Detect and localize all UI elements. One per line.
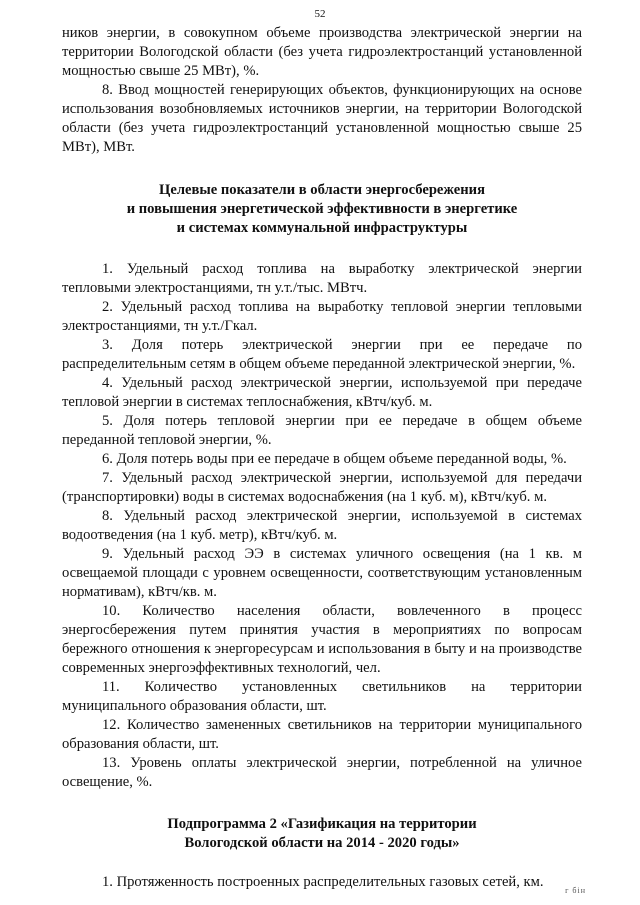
indicator-item: 2. Удельный расход топлива на выработку тепловой энергии тепловыми электростанциями, тн у.т./Гкал. — [62, 299, 582, 334]
indicator-item: 1. Удельный расход топлива на выработку электрической энергии тепловыми электростанциями, тн у.т./тыс. МВтч. — [62, 261, 582, 296]
indicator-item: 4. Удельный расход электрической энергии, используемой при передаче тепловой энергии в системах теплоснабжения, кВтч/куб. м. — [62, 375, 582, 410]
indicator-item: 3. Доля потерь электрической энергии при ее передаче по распределительным сетям в общем объеме переданной электрической энергии, %. — [62, 337, 582, 372]
indicator-item: 6. Доля потерь воды при ее передаче в общем объеме переданной воды, %. — [102, 451, 567, 467]
section2-heading-line: Вологодской области на 2014 - 2020 годы» — [184, 835, 460, 851]
document-body — [62, 24, 582, 892]
footer-mark: г бін — [565, 886, 586, 895]
indicator-item: 5. Доля потерь тепловой энергии при ее передаче в общем объеме переданной тепловой энергии, %. — [62, 413, 582, 448]
indicator-item: 13. Уровень оплаты электрической энергии, потребленной на уличное освещение, %. — [62, 755, 582, 790]
section1-heading-line: Целевые показатели в области энергосбережения — [159, 182, 485, 198]
intro-item-8: 8. Ввод мощностей генерирующих объектов, функционирующих на основе использования возобновляемых источников энергии, на территории Вологодской области (без учета гидроэлектростанций установленной мощностью свыше 25 МВт), МВт. — [62, 82, 582, 155]
indicator-item: 12. Количество замененных светильников на территории муниципального образования области, шт. — [62, 717, 582, 752]
section1-heading — [62, 181, 582, 238]
indicator-item: 7. Удельный расход электрической энергии, используемой для передачи (транспортировки) воды в системах водоснабжения (на 1 куб. м), кВтч/куб. м. — [62, 470, 582, 505]
section1-heading-line: и системах коммунальной инфраструктуры — [176, 220, 468, 236]
indicator-item: 10. Количество населения области, вовлеченного в процесс энергосбережения путем принятия участия в мероприятиях по вопросам бережного отношения к энергоресурсам и использования в быту и на производстве современных энергоэффективных технологий, чел. — [62, 603, 582, 676]
indicator-item: 11. Количество установленных светильников на территории муниципального образования области, шт. — [62, 679, 582, 714]
indicator-item: 1. Протяженность построенных распределительных газовых сетей, км. — [102, 874, 544, 890]
section2-heading-line: Подпрограмма 2 «Газификация на территории — [167, 816, 477, 832]
intro-continuation: ников энергии, в совокупном объеме производства электрической энергии на территории Вологодской области (без учета гидроэлектростанций установленной мощностью свыше 25 МВт), %. — [62, 25, 582, 79]
page-number: 52 — [314, 8, 326, 20]
indicator-item: 9. Удельный расход ЭЭ в системах уличного освещения (на 1 кв. м освещаемой площади с уровнем освещенности, соответствующим установленным нормативам), кВтч/кв. м. — [62, 546, 582, 600]
section1-heading-line: и повышения энергетической эффективности в энергетике — [126, 201, 518, 217]
section2-heading — [62, 815, 582, 853]
indicator-item: 8. Удельный расход электрической энергии, используемой в системах водоотведения (на 1 куб. метр), кВтч/куб. м. — [62, 508, 582, 543]
